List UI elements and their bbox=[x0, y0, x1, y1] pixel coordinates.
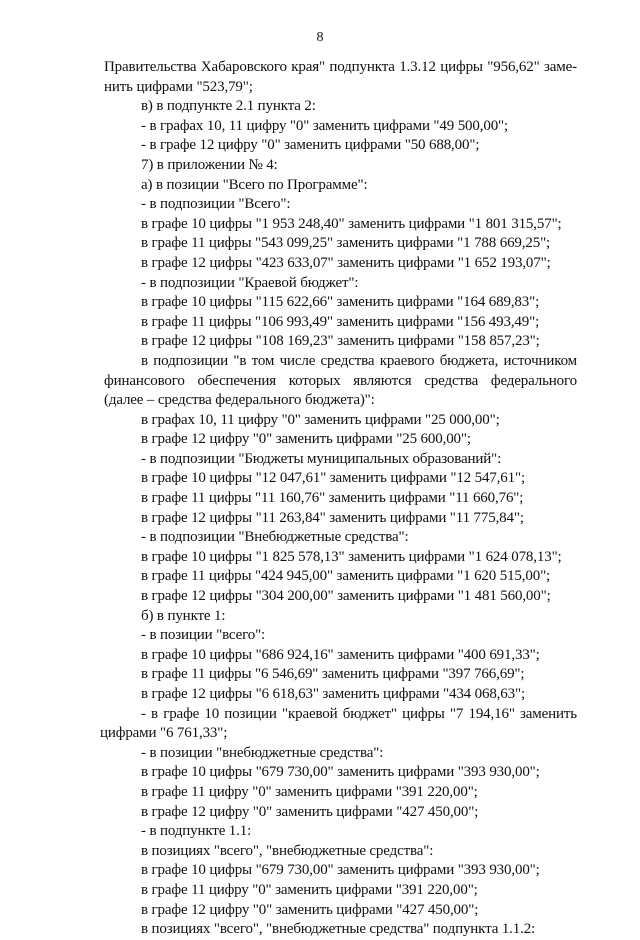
text-line: в графе 12 цифру "0" заменить цифрами "25 600,00"; bbox=[141, 431, 471, 448]
text-line: финансового обеспечения которых являются средства федерального bbox=[104, 372, 577, 389]
text-line: в позициях "всего", "внебюджетные средства": bbox=[141, 842, 434, 859]
text-line: - в подпозиции "Краевой бюджет": bbox=[141, 274, 359, 291]
text-line: в графе 11 цифры "424 945,00" заменить цифрами "1 620 515,00"; bbox=[141, 568, 551, 585]
text-line: в графе 12 цифру "0" заменить цифрами "427 450,00"; bbox=[141, 803, 479, 820]
text-line: в графе 10 цифры "679 730,00" заменить цифрами "393 930,00"; bbox=[141, 862, 540, 879]
text-line: в) в подпункте 2.1 пункта 2: bbox=[141, 98, 316, 115]
text-line: в графе 12 цифры "108 169,23" заменить цифрами "158 857,23"; bbox=[141, 333, 540, 350]
text-line: в графе 11 цифры "11 160,76" заменить цифрами "11 660,76"; bbox=[141, 490, 524, 507]
text-line: в графе 12 цифры "6 618,63" заменить цифрами "434 068,63"; bbox=[141, 686, 525, 702]
text-line: в графе 11 цифру "0" заменить цифрами "391 220,00"; bbox=[141, 783, 478, 800]
text-line: в графе 10 цифры "1 825 578,13" заменить цифрами "1 624 078,13"; bbox=[141, 548, 562, 565]
text-line: - в подпункте 1.1: bbox=[141, 823, 252, 840]
text-line: в графе 11 цифры "106 993,49" заменить цифрами "156 493,49"; bbox=[141, 313, 540, 330]
text-line: б) в пункте 1: bbox=[141, 607, 226, 624]
document-body bbox=[100, 58, 577, 940]
text-line: Правительства Хабаровского края" подпункта 1.3.12 цифры "956,62" заме- bbox=[104, 59, 577, 75]
text-line: в графе 10 цифры "115 622,66" заменить цифрами "164 689,83"; bbox=[141, 294, 540, 311]
text-line: в позициях "всего", "внебюджетные средства" подпункта 1.1.2: bbox=[141, 921, 536, 938]
text-line: - в подпозиции "Всего": bbox=[141, 196, 291, 213]
text-line: цифрами "6 761,33"; bbox=[100, 725, 228, 742]
text-line: в графе 11 цифры "6 546,69" заменить цифрами "397 766,69"; bbox=[141, 666, 525, 683]
text-line: в графе 11 цифру "0" заменить цифрами "391 220,00"; bbox=[141, 881, 478, 898]
text-line: 7) в приложении № 4: bbox=[141, 156, 278, 173]
page-number: 8 bbox=[316, 30, 324, 45]
text-line: в графе 12 цифру "0" заменить цифрами "427 450,00"; bbox=[141, 901, 479, 918]
text-line: - в графах 10, 11 цифру "0" заменить цифрами "49 500,00"; bbox=[141, 117, 509, 134]
text-line: - в подпозиции "Бюджеты муниципальных образований": bbox=[141, 450, 502, 467]
text-line: в графе 12 цифры "423 633,07" заменить цифрами "1 652 193,07"; bbox=[141, 254, 551, 271]
text-line: в графе 10 цифры "679 730,00" заменить цифрами "393 930,00"; bbox=[141, 764, 540, 781]
text-line: в графах 10, 11 цифру "0" заменить цифрами "25 000,00"; bbox=[141, 411, 500, 428]
text-line: в графе 11 цифры "543 099,25" заменить цифрами "1 788 669,25"; bbox=[141, 235, 551, 252]
text-line: а) в позиции "Всего по Программе": bbox=[141, 176, 368, 193]
text-line: в подпозиции "в том числе средства краевого бюджета, источником bbox=[141, 352, 577, 369]
text-line: - в подпозиции "Внебюджетные средства": bbox=[141, 529, 409, 546]
text-line: в графе 12 цифры "304 200,00" заменить цифрами "1 481 560,00"; bbox=[141, 588, 551, 605]
text-line: - в графе 12 цифру "0" заменить цифрами "50 688,00"; bbox=[141, 137, 480, 154]
text-line: - в графе 10 позиции "краевой бюджет" цифры "7 194,16" заменить bbox=[141, 705, 577, 722]
text-line: - в позиции "всего": bbox=[141, 627, 266, 644]
text-line: в графе 12 цифры "11 263,84" заменить цифрами "11 775,84"; bbox=[141, 509, 524, 526]
text-line: в графе 10 цифры "1 953 248,40" заменить цифрами "1 801 315,57"; bbox=[141, 215, 562, 232]
text-line: (далее – средства федерального бюджета)": bbox=[104, 392, 375, 409]
text-line: нить цифрами "523,79"; bbox=[104, 78, 253, 95]
text-line: в графе 10 цифры "12 047,61" заменить цифрами "12 547,61"; bbox=[141, 470, 525, 487]
text-line: в графе 10 цифры "686 924,16" заменить цифрами "400 691,33"; bbox=[141, 646, 540, 663]
text-line: - в позиции "внебюджетные средства": bbox=[141, 744, 384, 761]
